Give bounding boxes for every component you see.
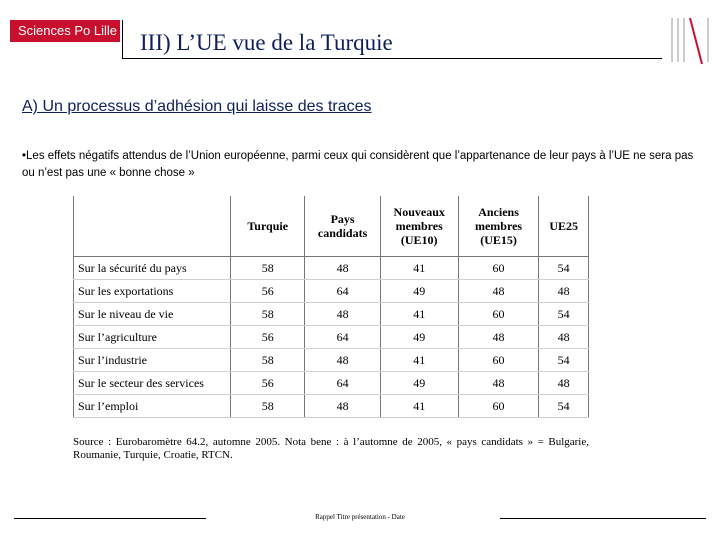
- table-cell: 60: [458, 395, 539, 418]
- title-divider-vertical: [122, 20, 123, 58]
- slide-title: III) L’UE vue de la Turquie: [140, 30, 393, 55]
- table-cell: 48: [305, 257, 380, 280]
- negative-effects-table: [73, 196, 589, 418]
- table-row: [74, 257, 589, 280]
- table-row-label: Sur l’industrie: [74, 349, 231, 372]
- table-cell: 56: [230, 326, 305, 349]
- sciences-po-logo: Sciences Po Lille: [10, 20, 120, 42]
- table-cell: 49: [380, 280, 458, 303]
- table-row: [74, 395, 589, 418]
- table-row: [74, 280, 589, 303]
- table-cell: 58: [230, 257, 305, 280]
- table-cell: 48: [458, 280, 539, 303]
- table-cell: 48: [305, 349, 380, 372]
- table-cell: 49: [380, 326, 458, 349]
- table-cell: 54: [539, 303, 589, 326]
- table-row-label: Sur le niveau de vie: [74, 303, 231, 326]
- table-cell: 60: [458, 303, 539, 326]
- table-cell: 58: [230, 303, 305, 326]
- table-cell: 56: [230, 372, 305, 395]
- data-table-container: [73, 196, 589, 418]
- table-header-pays-candidats: Pays candidats: [305, 196, 380, 257]
- table-cell: 64: [305, 372, 380, 395]
- table-cell: 41: [380, 303, 458, 326]
- table-cell: 48: [539, 372, 589, 395]
- table-header-empty: [74, 196, 231, 257]
- decorative-lines-icon: [668, 14, 712, 66]
- table-cell: 49: [380, 372, 458, 395]
- table-cell: 48: [539, 326, 589, 349]
- table-cell: 64: [305, 280, 380, 303]
- table-row: [74, 303, 589, 326]
- table-cell: 48: [305, 395, 380, 418]
- table-cell: 60: [458, 257, 539, 280]
- table-row-label: Sur le secteur des services: [74, 372, 231, 395]
- table-header-ue25: UE25: [539, 196, 589, 257]
- table-cell: 48: [458, 372, 539, 395]
- table-cell: 56: [230, 280, 305, 303]
- table-row: [74, 326, 589, 349]
- table-cell: 58: [230, 395, 305, 418]
- table-cell: 41: [380, 395, 458, 418]
- table-cell: 48: [539, 280, 589, 303]
- table-cell: 58: [230, 349, 305, 372]
- table-header-row: [74, 196, 589, 257]
- table-header-anciens-membres: Anciens membres (UE15): [458, 196, 539, 257]
- footer-text: Rappel Titre présentation - Date: [315, 513, 405, 521]
- table-cell: 54: [539, 395, 589, 418]
- table-cell: 41: [380, 257, 458, 280]
- title-underline: [122, 58, 662, 59]
- bullet-text: •Les effets négatifs attendus de l’Union européenne, parmi ceux qui considèrent que l’appartenance de leur pays à l’UE ne sera pas ou n’est pas une « bonne chose »: [22, 150, 694, 179]
- table-row: [74, 349, 589, 372]
- table-row-label: Sur la sécurité du pays: [74, 257, 231, 280]
- table-cell: 54: [539, 349, 589, 372]
- section-subtitle: A) Un processus d’adhésion qui laisse des traces: [22, 98, 372, 115]
- table-row: [74, 372, 589, 395]
- table-cell: 60: [458, 349, 539, 372]
- table-cell: 48: [458, 326, 539, 349]
- table-header-nouveaux-membres: Nouveaux membres (UE10): [380, 196, 458, 257]
- table-row-label: Sur l’agriculture: [74, 326, 231, 349]
- table-cell: 64: [305, 326, 380, 349]
- table-row-label: Sur les exportations: [74, 280, 231, 303]
- table-row-label: Sur l’emploi: [74, 395, 231, 418]
- table-cell: 41: [380, 349, 458, 372]
- source-note: Source : Eurobaromètre 64.2, automne 2005. Nota bene : à l’automne de 2005, « pays candidats » = Bulgarie, Roumanie, Turquie, Croatie, RTCN.: [73, 436, 589, 461]
- table-cell: 48: [305, 303, 380, 326]
- table-cell: 54: [539, 257, 589, 280]
- table-header-turquie: Turquie: [230, 196, 305, 257]
